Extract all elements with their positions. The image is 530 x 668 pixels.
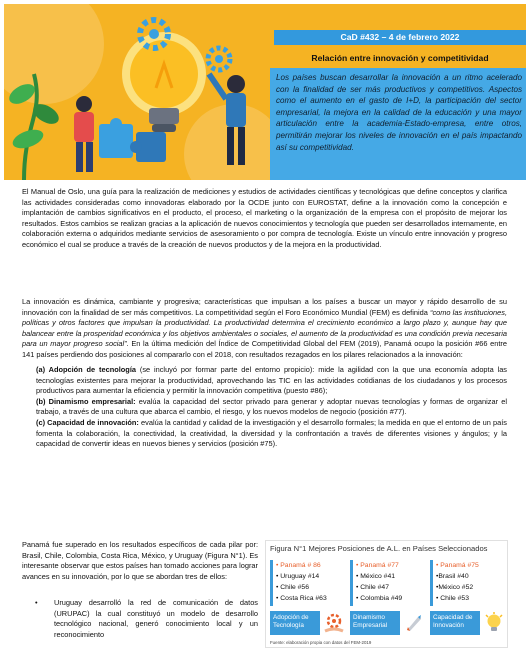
pillar-text: evalúa la cantidad y calidad de la investigación y el desarrollo formales; la medida en que el entorno de un país fomenta la colaboración, la conectividad, la creatividad, la diversidad y la confrontación a través de diferentes visiones y ángulos; y la capacidad de convertir ideas en nuevos bienes y servicios (posición #75). [36, 417, 507, 449]
ranking-line: • Chile #53 [436, 595, 469, 602]
figure-label-innovation: Capacidad de Innovación [430, 611, 480, 635]
pillar-item [36, 365, 507, 397]
paragraph-oslo: El Manual de Oslo, una guía para la realización de mediciones y estudios de actividades científicas y tecnológicas que define conceptos y clarifica las actividades consideradas como innovadoras elaborado por la OCDE junto con EUROSTAT, define a la innovación como la concepción e implantación de cambios significativos en el producto, el proceso, el marketing o la organización de la empresa con el propósito de mejorar los resultados. Estos cambios se realizan gracias a la aplicación de nuevos conocimientos y tecnología que pueden ser desarrollados internamente, en colaboración externa o adquiridos mediante servicios de asesoramiento o por compra de tecnología. Existe un vínculo entre innovación y progreso económico el cual se produce a través de la creación de nuevos productos y de la mejora en la productividad. [22, 187, 507, 249]
paragraph-comparison: Panamá fue superado en los resultados específicos de cada pilar por: Brasil, Chile, Colombia, Costa Rica, México, y Uruguay (Figura N°1). Es interesante observar que estos países han tomado acciones para lograr avances en su innovación, por lo que se abordan tres de ellos: [22, 540, 258, 581]
summary-box [270, 68, 526, 180]
ranking-line: • México #41 [356, 573, 396, 580]
figure-column-innovation [430, 560, 494, 606]
lightbulb-icon [482, 611, 506, 635]
ranking-line: • Panamá #75 [436, 562, 479, 569]
gear-hand-icon [322, 611, 346, 635]
figure-column-business [350, 560, 414, 606]
paragraph-competitiveness [22, 297, 507, 361]
ranking-line: •Brasil #40 [436, 573, 469, 580]
fem-quote: “como las instituciones, políticas y otros factores que impulsan la productividad. La productividad determina el crecimiento económico a largo plazo y, aunque hay que balancear entre la prosperidad económica y los objetivos ambientales o sociales, el aumento de la productividad es una condición previa necesaria para un mayor progreso social” [22, 307, 508, 349]
figure-label-technology: Adopción de Tecnología [270, 611, 320, 635]
header-banner [4, 4, 526, 180]
ranking-line: • Chile #47 [356, 584, 389, 591]
rocket-icon [402, 611, 426, 635]
pillar-item [36, 397, 507, 418]
pillar-label: (c) Capacidad de innovación: [36, 417, 139, 427]
innovation-illustration [4, 4, 272, 180]
paragraph-competitiveness-a: La innovación es dinámica, cambiante y progresiva; características que impulsan a los países a buscar un mayor y rápido desarrollo de su innovación con la finalidad de ser más competitivos. La competitividad según el Foro Económico Mundial (FEM) es definida [22, 297, 507, 317]
list-item [22, 598, 258, 640]
pillar-label: (a) Adopción de tecnología [36, 365, 136, 374]
list-item-text: Uruguay desarrolló la red de comunicación de datos (URUPAC) la cual constituyó un modelo de desarrollo tecnológico nacional, generó conocimiento local y un reconocimiento [54, 598, 258, 639]
figure-column-technology [270, 560, 334, 606]
ranking-line: • Panamá # 86 [276, 562, 321, 569]
country-actions-list [22, 598, 258, 640]
figure-title: Figura N°1 Mejores Posiciones de A.L. en Países Seleccionados [270, 544, 488, 553]
ranking-line: •México #52 [436, 584, 474, 591]
pillar-text: (se incluyó por formar parte del entorno propicio): mide la agilidad con la que una economía adopta las tecnologías existentes para mejorar la productividad, aprovechando las TIC en las actividades cotidianas de los ciudadanos y los procesos productivos para aumentar la eficiencia y permitir la innovación competitiva (puesto #86); [36, 365, 508, 396]
figure-source: Fuente: elaboración propia con datos del FEM-2019 [270, 640, 372, 645]
pillar-text: evalúa la capacidad del sector privado para generar y adoptar nuevas tecnologías y formas de organizar el trabajo, a través de una cultura que abarca el cambio, el riesgo, y los nuevos modelos de negocio (posición #77). [36, 396, 507, 417]
bullet-marker: • [35, 598, 38, 607]
ranking-line: • Uruguay #14 [276, 573, 320, 580]
summary-text: Los países buscan desarrollar la innovación a un ritmo acelerado con la finalidad de ser más productivos y competitivos. Aspectos como el aumento en el gasto de I+D, la participación del sector empresarial, la mejora en la calidad de la educación y una mayor articulación entre la academia-Estado-empresa, entre otros, permitirán mejorar los niveles de innovación en el país impactando así su competitividad. [276, 73, 522, 152]
figure-1 [265, 540, 508, 648]
issue-bar: CaD #432 – 4 de febrero 2022 [274, 30, 526, 45]
pillar-item [36, 418, 507, 450]
topic-title: Relación entre innovación y competitividad [274, 51, 526, 66]
ranking-line: • Costa Rica #63 [276, 595, 327, 602]
paragraph-competitiveness-b: . En la última medición del Índice de Competitividad Global del FEM (2019), Panamá ocupo la posición #66 entre 141 países perdiendo dos posiciones al compararlo con el 2018, con resultados rezagados en los pilares relacionados a la innovación: [22, 339, 507, 359]
ranking-line: • Chile #56 [276, 584, 309, 591]
pillar-list [36, 365, 507, 450]
ranking-line: • Colombia #49 [356, 595, 403, 602]
pillar-label: (b) Dinamismo empresarial: [36, 396, 136, 406]
ranking-line: • Panamá #77 [356, 562, 399, 569]
figure-label-business: Dinamismo Empresarial [350, 611, 400, 635]
